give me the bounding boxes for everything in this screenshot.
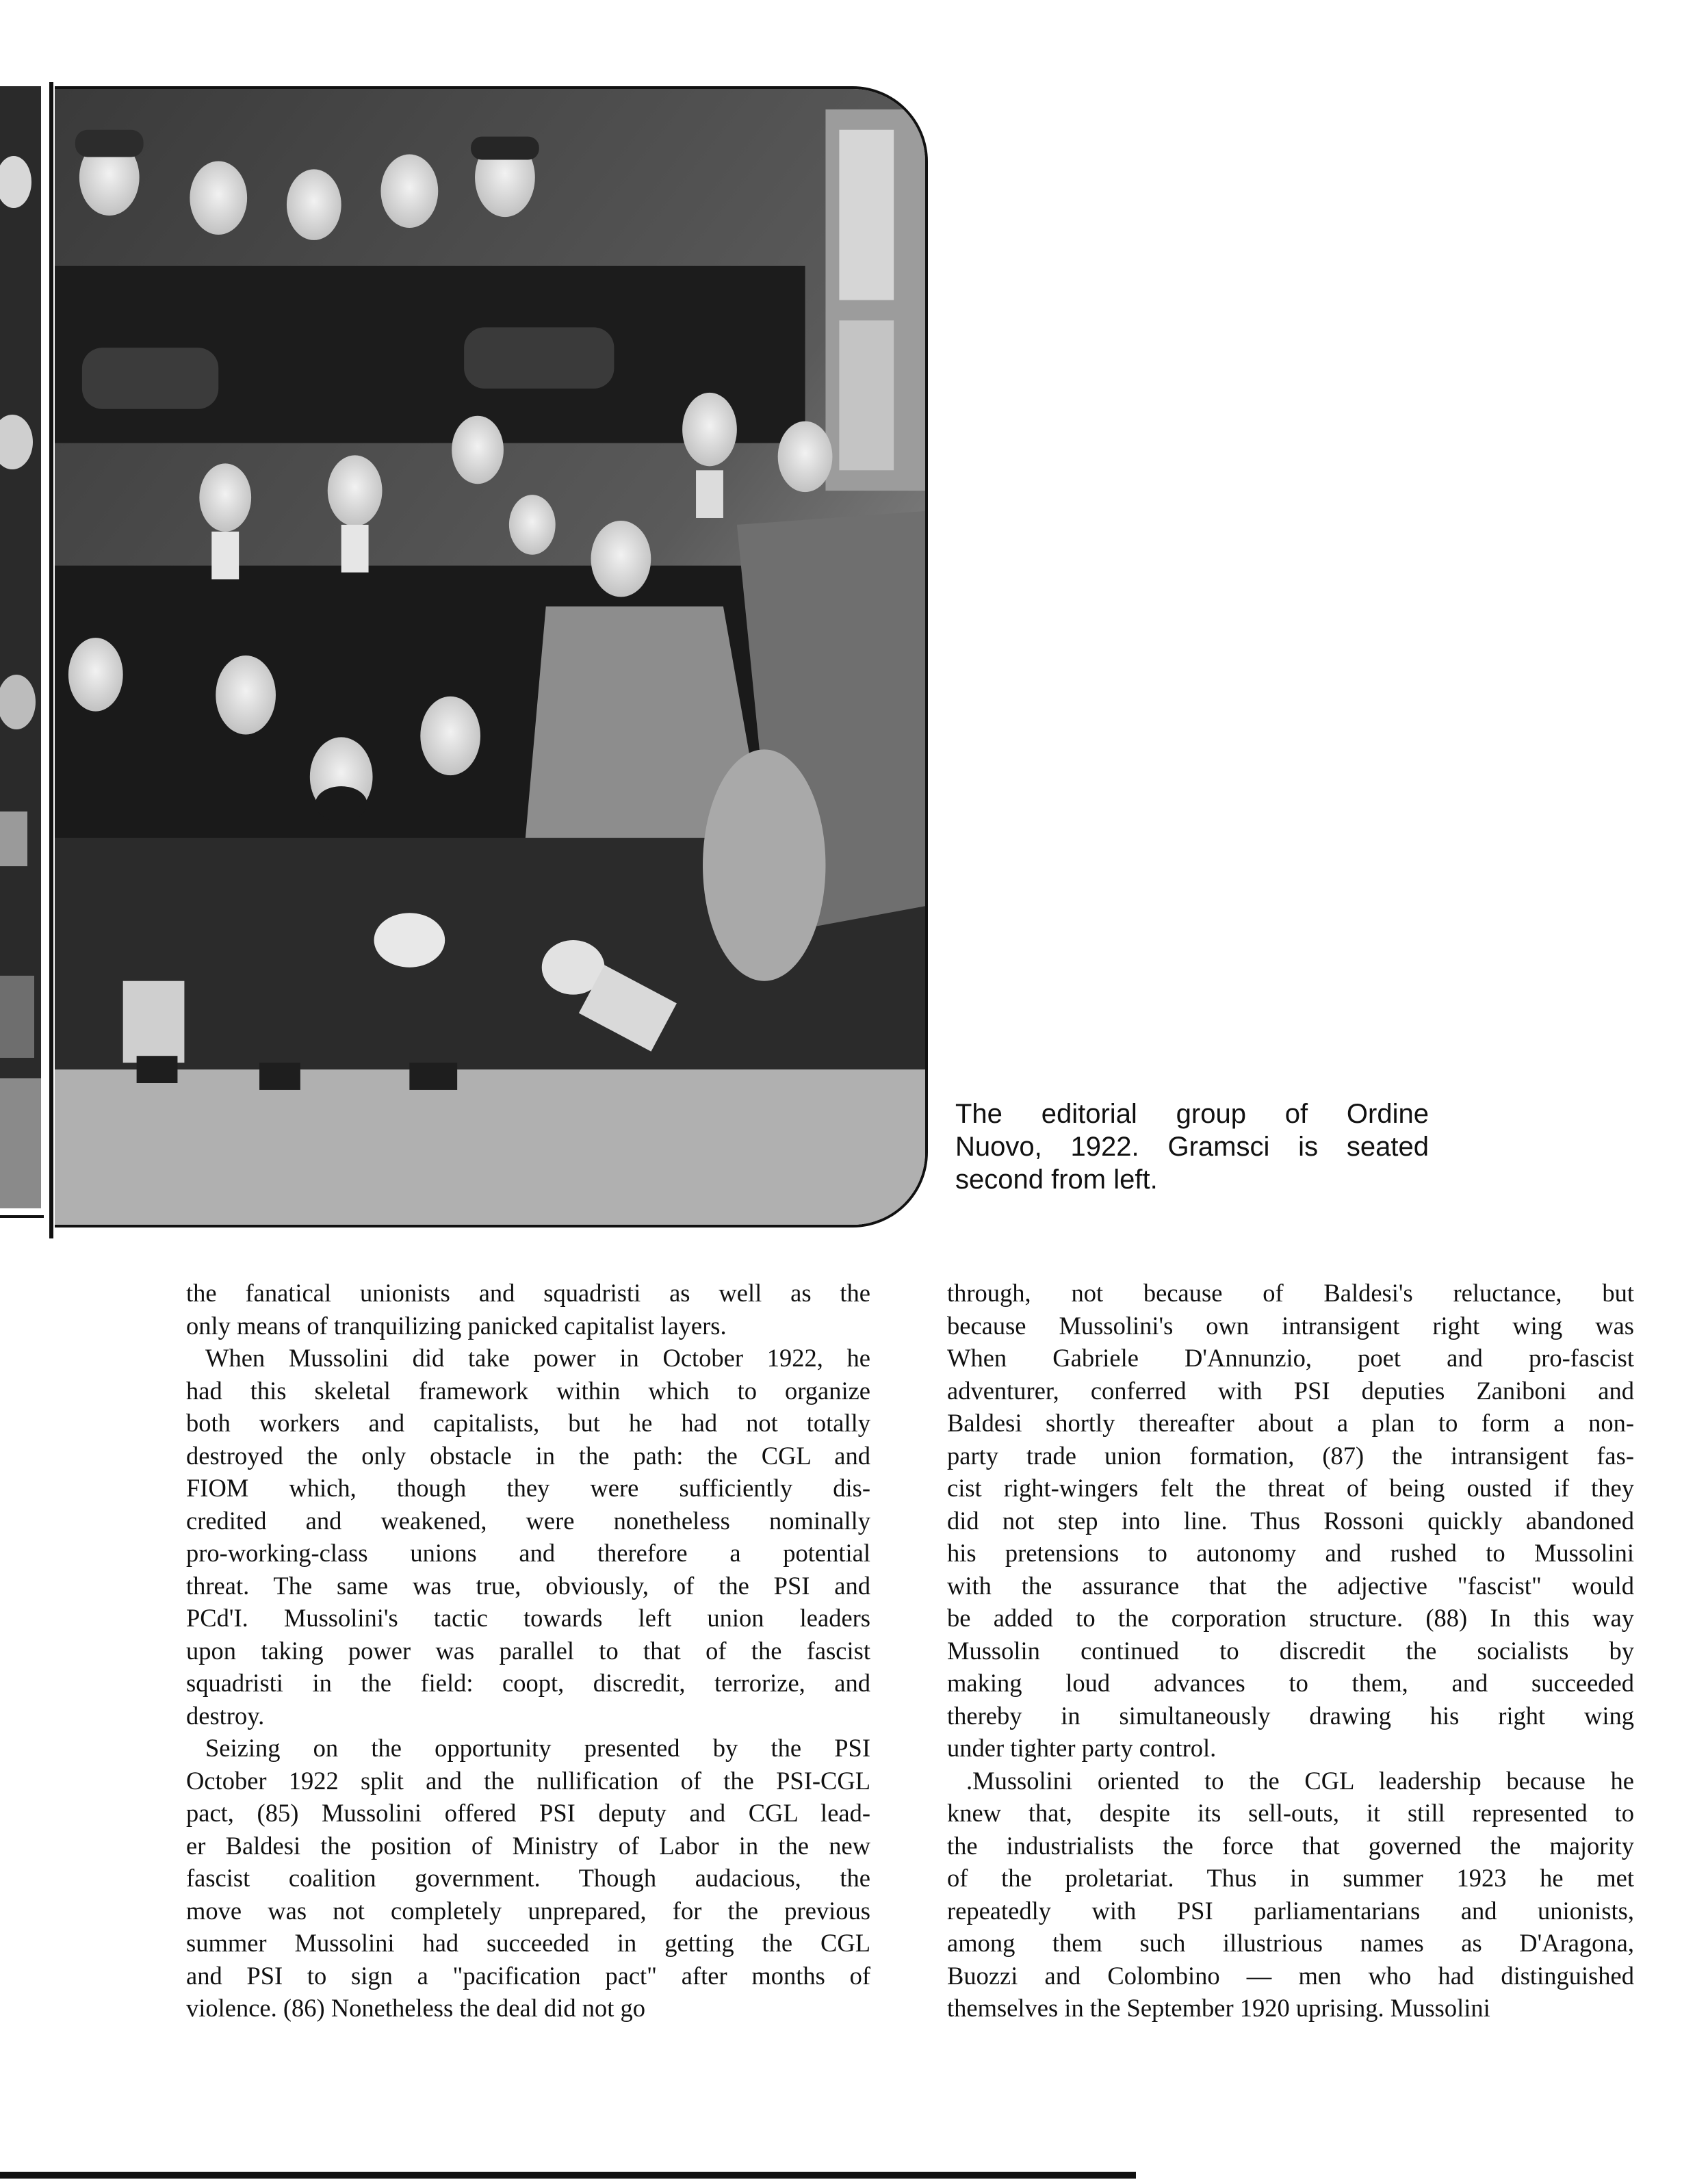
group-photograph — [55, 86, 928, 1228]
text-line: PCd'I. Mussolini's tactic towards left union leaders — [186, 1604, 870, 1632]
text-line: the industrialists the force that governed the majority — [947, 1831, 1634, 1860]
text-line: pact, (85) Mussolini offered PSI deputy and CGL lead- — [186, 1799, 870, 1827]
text-line: both workers and capitalists, but he had not totally — [186, 1409, 870, 1437]
text-line: and PSI to sign a "pacification pact" after months of — [186, 1961, 870, 1990]
text-line: party trade union formation, (87) the intransigent fas- — [947, 1441, 1634, 1470]
left-rule — [0, 1215, 44, 1218]
text-line: among them such illustrious names as D'Aragona, — [947, 1929, 1634, 1957]
text-line: .Mussolini oriented to the CGL leadership because he — [966, 1766, 1634, 1795]
text-line: the fanatical unionists and squadristi as well as the — [186, 1279, 870, 1307]
text-line: had this skeletal framework within which to organize — [186, 1376, 870, 1405]
text-line: with the assurance that the adjective "fascist" would — [947, 1571, 1634, 1600]
photo-divider — [49, 82, 53, 1238]
caption-line: The editorial group of Ordine — [955, 1099, 1429, 1129]
text-line: pro-working-class unions and therefore a potential — [186, 1539, 870, 1567]
text-line: thereby in simultaneously drawing his right wing — [947, 1701, 1634, 1730]
text-line: threat. The same was true, obviously, of the PSI and — [186, 1571, 870, 1600]
text-line: violence. (86) Nonetheless the deal did not go — [186, 1994, 646, 2022]
text-line: under tighter party control. — [947, 1734, 1217, 1762]
photo-caption — [955, 1098, 1429, 1196]
caption-line: second from left. — [955, 1165, 1158, 1195]
text-line: through, not because of Baldesi's reluctance, but — [947, 1279, 1634, 1307]
text-line: move was not completely unprepared, for the previous — [186, 1896, 870, 1925]
text-line: credited and weakened, were nonetheless nominally — [186, 1506, 870, 1535]
text-line: Buozzi and Colombino — men who had distinguished — [947, 1961, 1634, 1990]
adjacent-photo-image — [0, 86, 41, 1208]
text-line: because Mussolini's own intransigent right wing was — [947, 1311, 1634, 1340]
right-text-column — [947, 1277, 1634, 2025]
caption-line: Nuovo, 1922. Gramsci is seated — [955, 1132, 1429, 1162]
text-line: October 1922 split and the nullification of the PSI-CGL — [186, 1766, 870, 1795]
text-line: Baldesi shortly thereafter about a plan to form a non- — [947, 1409, 1634, 1437]
text-line: er Baldesi the position of Ministry of Labor in the new — [186, 1831, 870, 1860]
adjacent-photo-fragment — [0, 86, 41, 1208]
text-line: cist right-wingers felt the threat of being ousted if they — [947, 1474, 1634, 1502]
text-line: upon taking power was parallel to that of the fascist — [186, 1636, 870, 1665]
text-line: When Mussolini did take power in October 1922, he — [205, 1344, 870, 1372]
text-line: squadristi in the field: coopt, discredit, terrorize, and — [186, 1669, 870, 1697]
text-line: only means of tranquilizing panicked capitalist layers. — [186, 1311, 727, 1340]
text-line: of the proletariat. Thus in summer 1923 he met — [947, 1864, 1634, 1892]
text-line: When Gabriele D'Annunzio, poet and pro-fascist — [947, 1344, 1634, 1372]
text-line: did not step into line. Thus Rossoni quickly abandoned — [947, 1506, 1634, 1535]
text-line: FIOM which, though they were sufficiently dis- — [186, 1474, 870, 1502]
text-line: summer Mussolini had succeeded in getting the CGL — [186, 1929, 870, 1957]
text-line: Seizing on the opportunity presented by the PSI — [205, 1734, 870, 1762]
text-line: themselves in the September 1920 uprising. Mussolini — [947, 1994, 1490, 2022]
text-line: be added to the corporation structure. (88) In this way — [947, 1604, 1634, 1632]
text-line: destroyed the only obstacle in the path: the CGL and — [186, 1441, 870, 1470]
text-line: making loud advances to them, and succeeded — [947, 1669, 1634, 1697]
text-line: repeatedly with PSI parliamentarians and unionists, — [947, 1896, 1634, 1925]
text-line: destroy. — [186, 1701, 265, 1730]
text-line: Mussolin continued to discredit the socialists by — [947, 1636, 1634, 1665]
text-line: adventurer, conferred with PSI deputies Zaniboni and — [947, 1376, 1634, 1405]
bottom-rule — [0, 2172, 1136, 2179]
text-line: fascist coalition government. Though audacious, the — [186, 1864, 870, 1892]
text-line: his pretensions to autonomy and rushed to Mussolini — [947, 1539, 1634, 1567]
left-text-column — [186, 1277, 870, 2025]
photograph-image — [55, 89, 925, 1225]
text-line: knew that, despite its sell-outs, it still represented to — [947, 1799, 1634, 1827]
